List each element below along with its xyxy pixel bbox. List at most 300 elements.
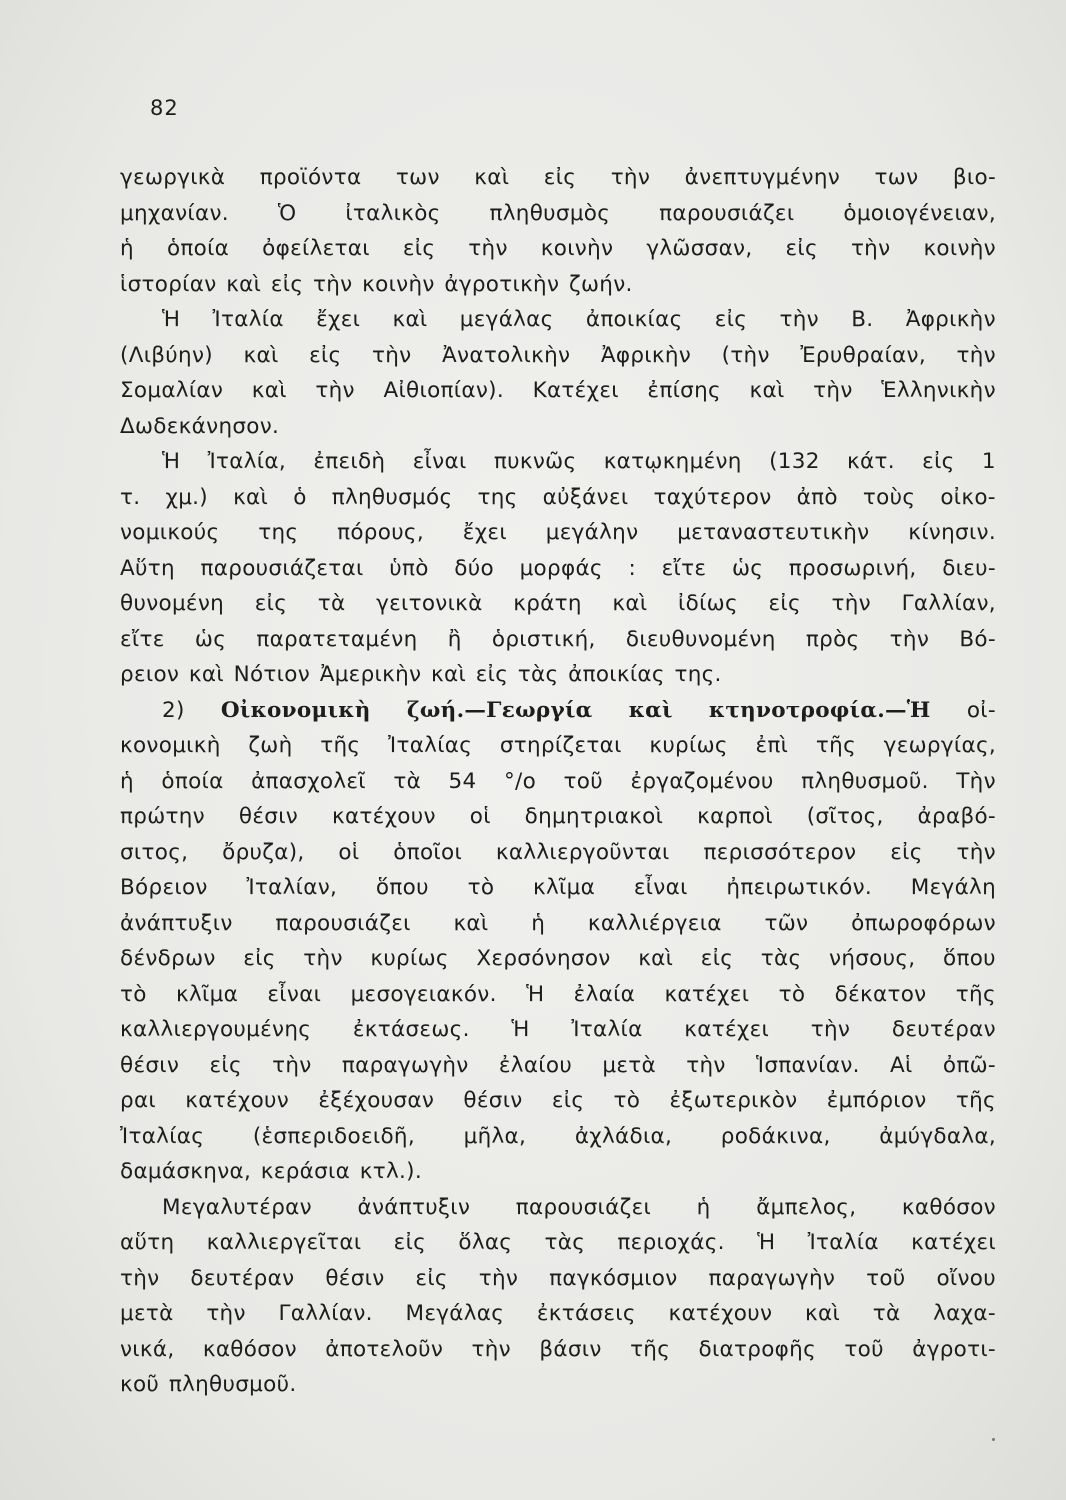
word: εἰς bbox=[543, 165, 577, 190]
word: ἔχει bbox=[316, 307, 361, 332]
text-line bbox=[120, 196, 996, 232]
word: ἐπίσης bbox=[647, 378, 721, 403]
word: κατέχουν bbox=[185, 1088, 290, 1113]
word: Βόρειον bbox=[120, 875, 208, 900]
word: τὴν bbox=[956, 839, 996, 865]
text-line bbox=[120, 338, 996, 374]
word: ἡ bbox=[120, 768, 134, 794]
word: γειτονικὰ bbox=[376, 591, 483, 616]
word: ὄρυζα), bbox=[222, 839, 305, 865]
word: δημητριακοὶ bbox=[524, 804, 664, 829]
word: Δωδεκάνησον. bbox=[120, 413, 280, 439]
word: εἰς bbox=[270, 271, 304, 297]
word: ἀγροτικὴν bbox=[444, 271, 560, 297]
word: πρώτην bbox=[120, 804, 205, 829]
word: Ἰταλίας bbox=[120, 1123, 205, 1149]
word: ἐμπόριον bbox=[826, 1088, 927, 1113]
word: νομικούς bbox=[120, 520, 220, 545]
word: λαχα- bbox=[933, 1301, 996, 1326]
word: Μεγάλη bbox=[910, 875, 996, 900]
word: ἀποικίας bbox=[585, 307, 683, 332]
word: θυνομένη bbox=[120, 591, 225, 616]
text-line bbox=[120, 1261, 996, 1297]
word: ραι bbox=[120, 1088, 156, 1113]
word: καὶ bbox=[251, 378, 287, 403]
word: ὀφείλεται bbox=[262, 236, 370, 261]
text-line bbox=[120, 657, 996, 693]
word: Ἐρυθραίαν, bbox=[800, 342, 926, 368]
word: κυρίως bbox=[370, 946, 449, 971]
body-text bbox=[120, 160, 996, 1403]
text-line bbox=[120, 728, 996, 764]
word: τὴν bbox=[303, 946, 343, 971]
word: κοινὴν bbox=[540, 236, 614, 261]
word: παρουσιάζεται bbox=[200, 555, 364, 581]
word: εἰς bbox=[393, 1230, 427, 1255]
word: ἰταλικὸς bbox=[345, 200, 441, 226]
word: καὶ bbox=[628, 697, 673, 723]
word: δέκατον bbox=[834, 981, 927, 1007]
word: τὴν bbox=[478, 1265, 519, 1291]
word: Βό- bbox=[959, 626, 996, 652]
word: Ὁ bbox=[277, 200, 297, 226]
word: Οἰκονομικὴ bbox=[220, 697, 371, 723]
word: καθόσον bbox=[901, 1194, 996, 1220]
word: μεταναστευτικὴν bbox=[677, 520, 870, 545]
word: μῆλα, bbox=[463, 1123, 527, 1149]
word: κατέχει bbox=[664, 981, 750, 1007]
word: διευ- bbox=[942, 555, 996, 581]
word: καὶ bbox=[392, 307, 428, 332]
word: Μεγαλυτέραν bbox=[162, 1194, 312, 1220]
word: ἀμύγδαλα, bbox=[879, 1123, 996, 1149]
word: κατέχουν bbox=[668, 1301, 773, 1326]
word: εἰς bbox=[209, 1052, 242, 1078]
word: ἠπειρωτικόν. bbox=[726, 875, 873, 900]
word: ἰδίως bbox=[678, 591, 738, 616]
word: (132 bbox=[769, 449, 820, 474]
word: τὴν bbox=[686, 1052, 726, 1078]
word: μεσογειακόν. bbox=[350, 981, 497, 1007]
word: εἰς bbox=[551, 1088, 585, 1113]
word: γεωργικὰ bbox=[120, 165, 226, 190]
word: τὴν bbox=[312, 271, 353, 297]
word: τὴν bbox=[850, 236, 891, 261]
word: ἐπὶ bbox=[755, 733, 789, 758]
word: τοῦ bbox=[866, 1265, 906, 1291]
word: δύο bbox=[454, 555, 494, 581]
word: πληθυσμὸς bbox=[489, 200, 611, 226]
text-line bbox=[120, 480, 996, 516]
word: ὀπῶ- bbox=[942, 1052, 996, 1078]
word: πληθυσμοῦ. bbox=[801, 768, 929, 794]
word: ἐξωτερικὸν bbox=[669, 1088, 798, 1113]
word: εἰς bbox=[700, 946, 734, 971]
word: ὅλας bbox=[458, 1230, 513, 1255]
word: τῆς bbox=[955, 981, 996, 1007]
word: δευτέραν bbox=[190, 1265, 295, 1291]
word: ὁριστική, bbox=[491, 626, 596, 652]
word: ἀραβό- bbox=[917, 804, 996, 829]
word: ρειον bbox=[120, 662, 180, 687]
word: Σομαλίαν bbox=[120, 378, 224, 403]
word: αὐξάνει bbox=[542, 484, 629, 510]
word: (Λιβύην) bbox=[120, 342, 213, 368]
word: ὅπου bbox=[943, 946, 996, 971]
text-line bbox=[120, 941, 996, 977]
word: ἐξέχουσαν bbox=[318, 1088, 435, 1113]
word: Κατέχει bbox=[532, 378, 619, 403]
word: προϊόντα bbox=[259, 165, 362, 190]
word: ζωήν. bbox=[568, 271, 633, 297]
word: εἰς bbox=[890, 839, 923, 865]
word: παρουσιάζει bbox=[515, 1194, 652, 1220]
word: ἐλαίου bbox=[498, 1052, 573, 1078]
text-line bbox=[120, 1296, 996, 1332]
word: θέσιν bbox=[325, 1265, 385, 1291]
word: τὴν bbox=[372, 342, 412, 368]
word: Αὕτη bbox=[120, 555, 175, 581]
word: τὰ bbox=[872, 1301, 901, 1326]
word: Μεγάλας bbox=[405, 1301, 505, 1326]
word: κοινὴν bbox=[362, 271, 435, 297]
word: Νότιον bbox=[233, 662, 311, 687]
word: εἰς bbox=[768, 591, 801, 616]
word: της bbox=[258, 520, 299, 545]
word: τὴν bbox=[206, 1301, 246, 1326]
word: Ἡ bbox=[526, 981, 545, 1007]
word: κλῖμα bbox=[176, 981, 239, 1007]
text-line bbox=[120, 870, 996, 906]
word: 2) bbox=[162, 697, 185, 723]
word: της bbox=[477, 484, 518, 510]
word: ὡς bbox=[731, 555, 764, 581]
word: τῆς bbox=[320, 733, 361, 758]
word: ἀγροτι- bbox=[912, 1336, 996, 1362]
word: εἴτε bbox=[120, 626, 165, 652]
word: εἴτε bbox=[661, 555, 707, 581]
word: ὑπὸ bbox=[389, 555, 429, 581]
word: ὁποία bbox=[166, 236, 230, 261]
word: καθόσον bbox=[202, 1336, 297, 1362]
word: ἐκτάσεως. bbox=[352, 1017, 470, 1042]
word: ἀνάπτυξιν bbox=[357, 1194, 471, 1220]
section-heading-line bbox=[120, 693, 996, 729]
word: ὁποία bbox=[161, 768, 224, 794]
word: ἀπασχολεῖ bbox=[251, 768, 366, 794]
word: καὶ bbox=[749, 378, 785, 403]
word: Αἰθιοπίαν). bbox=[383, 378, 504, 403]
text-line bbox=[120, 906, 996, 942]
word: καλλιεργοῦνται bbox=[495, 839, 670, 865]
word: καλλιεργεῖται bbox=[206, 1230, 362, 1255]
word: Ἡ bbox=[757, 1230, 776, 1255]
word: δευτέραν bbox=[891, 1017, 996, 1042]
word: τῶν bbox=[764, 910, 809, 936]
word: τὸ bbox=[778, 981, 806, 1007]
word: ὅπου bbox=[375, 875, 429, 900]
word: μεγάλην bbox=[545, 520, 639, 545]
text-line bbox=[120, 551, 996, 587]
word: καὶ bbox=[226, 271, 262, 297]
word: τὸ bbox=[467, 875, 495, 900]
word: (σῖτος, bbox=[806, 804, 884, 829]
word: μεγάλας bbox=[459, 307, 554, 332]
word: Γαλλίαν. bbox=[278, 1301, 373, 1326]
word: βιο- bbox=[952, 165, 996, 190]
word: τὴν bbox=[956, 342, 996, 368]
word: ὁποῖοι bbox=[393, 839, 463, 865]
word: Ἡ bbox=[511, 1017, 530, 1042]
word: (τὴν bbox=[721, 342, 770, 368]
word: τῆς bbox=[955, 1088, 996, 1113]
word: 54 bbox=[448, 768, 477, 794]
text-line bbox=[120, 835, 996, 871]
word: τὰς bbox=[760, 946, 802, 971]
word: των bbox=[874, 165, 919, 190]
word: μηχανίαν. bbox=[120, 200, 229, 226]
word: κατέχει bbox=[911, 1230, 996, 1255]
text-line bbox=[120, 1048, 996, 1084]
word: Ἡ bbox=[162, 307, 181, 332]
word: νικά, bbox=[120, 1336, 175, 1362]
word: παρουσιάζει bbox=[275, 910, 411, 936]
word: οἱ bbox=[469, 804, 491, 829]
word: μετὰ bbox=[120, 1301, 174, 1326]
word: κτηνοτροφία.—Ἡ bbox=[708, 697, 931, 723]
word: χμ.) bbox=[165, 484, 208, 510]
word: παρουσιάζει bbox=[659, 200, 795, 226]
paper-speck bbox=[992, 1438, 995, 1441]
word: ἄμπελος, bbox=[756, 1194, 857, 1220]
text-line bbox=[120, 231, 996, 267]
word: τὰ bbox=[393, 768, 422, 794]
word: Ἀφρικὴν bbox=[905, 307, 996, 332]
text-line bbox=[120, 409, 996, 445]
word: τοὺς bbox=[862, 484, 916, 510]
word: τὴν bbox=[315, 378, 355, 403]
word: οἰκο- bbox=[940, 484, 996, 510]
word: κράτη bbox=[513, 591, 582, 616]
word: Ἀμερικὴν bbox=[319, 662, 422, 687]
word: εἰς bbox=[415, 1265, 448, 1291]
text-line bbox=[120, 622, 996, 658]
word: τὰ bbox=[317, 591, 346, 616]
text-line bbox=[120, 444, 996, 480]
word: ἢ bbox=[447, 626, 462, 652]
word: ἡ bbox=[120, 236, 134, 261]
word: καὶ bbox=[431, 662, 467, 687]
word: °/ο bbox=[503, 768, 537, 794]
word: τὴν bbox=[779, 307, 819, 332]
word: σιτος, bbox=[120, 839, 189, 865]
word: εἶναι bbox=[267, 981, 322, 1007]
word: εἶναι bbox=[633, 875, 688, 900]
word: ἔχει bbox=[462, 520, 507, 545]
text-line bbox=[120, 586, 996, 622]
word: γεωργίας, bbox=[883, 733, 996, 758]
word: τοῦ bbox=[844, 1336, 884, 1362]
word: κοινὴν bbox=[923, 236, 996, 261]
word: παραγωγὴν bbox=[708, 1265, 836, 1291]
word: τῆς bbox=[630, 1336, 671, 1362]
word: Ἀνατολικὴν bbox=[442, 342, 571, 368]
text-line bbox=[120, 977, 996, 1013]
word: εἰς bbox=[714, 307, 748, 332]
word: εἰς bbox=[475, 662, 509, 687]
word: κατῳκημένη bbox=[603, 449, 742, 474]
word: τὰς bbox=[544, 1230, 586, 1255]
word: εἰς bbox=[402, 236, 436, 261]
page-number: 82 bbox=[150, 96, 179, 120]
word: Ἰταλίαν, bbox=[246, 875, 338, 900]
word: παραγωγὴν bbox=[341, 1052, 469, 1078]
word: τὴν bbox=[272, 1052, 312, 1078]
word: περισσότερον bbox=[703, 839, 857, 865]
word: θέσιν bbox=[238, 804, 299, 829]
word: Γαλλίαν, bbox=[901, 591, 996, 616]
text-line bbox=[120, 160, 996, 196]
text-line bbox=[120, 302, 996, 338]
word: τὸ bbox=[613, 1088, 641, 1113]
word: κονομικὴ bbox=[120, 733, 221, 758]
word: ἀποικίας bbox=[568, 662, 665, 687]
word: Ἑλληνικὴν bbox=[881, 378, 996, 403]
word: οἱ bbox=[338, 839, 360, 865]
word: τ. bbox=[120, 484, 141, 510]
text-line bbox=[120, 1119, 996, 1155]
word: εἰς bbox=[243, 946, 276, 971]
text-line bbox=[120, 1083, 996, 1119]
word: θέσιν bbox=[120, 1052, 180, 1078]
word: κίνησιν. bbox=[908, 520, 996, 545]
word: τὴν bbox=[831, 591, 871, 616]
word: κτλ.). bbox=[359, 1159, 422, 1184]
word: πυκνῶς bbox=[493, 449, 577, 474]
text-line bbox=[120, 1332, 996, 1368]
word: ἀπὸ bbox=[796, 484, 838, 510]
word: παγκόσμιον bbox=[549, 1265, 678, 1291]
word: μορφάς bbox=[519, 555, 603, 581]
word: τὸ bbox=[120, 981, 147, 1007]
word: Ἰταλία bbox=[571, 1017, 643, 1042]
word: ἡ bbox=[696, 1194, 711, 1220]
text-line bbox=[120, 267, 996, 303]
word: τὰς bbox=[517, 662, 559, 687]
word: τὴν bbox=[810, 1017, 851, 1042]
word: Ἀφρικὴν bbox=[600, 342, 692, 368]
word: Ἰταλίας bbox=[387, 733, 473, 758]
text-line bbox=[120, 799, 996, 835]
word: στηρίζεται bbox=[499, 733, 622, 758]
word: Ἱσπανίαν. bbox=[755, 1052, 860, 1078]
word: ὁ bbox=[293, 484, 307, 510]
word: Ἰταλία bbox=[212, 307, 284, 332]
word: τὴν bbox=[610, 165, 651, 190]
word: τὴν bbox=[813, 378, 853, 403]
word: ἐλαία bbox=[573, 981, 636, 1007]
word: καὶ bbox=[188, 662, 224, 687]
word: καὶ bbox=[638, 946, 674, 971]
word: των bbox=[395, 165, 440, 190]
word: κάτ. bbox=[847, 449, 895, 474]
word: τὴν bbox=[468, 236, 508, 261]
word: ἐργαζομένου bbox=[630, 768, 774, 794]
word: τὴν bbox=[120, 1265, 160, 1291]
word: (ἑσπεριδοειδῆ, bbox=[252, 1123, 415, 1149]
word: πληθυσμοῦ. bbox=[168, 1372, 297, 1397]
word: πληθυσμός bbox=[331, 484, 453, 510]
word: περιοχάς. bbox=[617, 1230, 725, 1255]
word: : bbox=[628, 555, 637, 581]
word: εἰς bbox=[309, 342, 342, 368]
text-line bbox=[120, 1225, 996, 1261]
word: Τὴν bbox=[956, 768, 996, 794]
word: ζωὴ bbox=[248, 733, 293, 758]
word: τῆς bbox=[815, 733, 856, 758]
word: οἰ- bbox=[966, 697, 996, 723]
word: παρατεταμένη bbox=[256, 626, 418, 652]
word: μετὰ bbox=[602, 1052, 656, 1078]
word: ἡ bbox=[531, 910, 546, 936]
word: καὶ bbox=[243, 342, 279, 368]
word: προσωρινή, bbox=[788, 555, 917, 581]
word: ἀνάπτυξιν bbox=[120, 910, 233, 936]
word: καὶ bbox=[233, 484, 269, 510]
text-line bbox=[120, 373, 996, 409]
word: γλῶσσαν, bbox=[646, 236, 753, 261]
word: καὶ bbox=[612, 591, 648, 616]
word: τὴν bbox=[471, 1336, 511, 1362]
word: διατροφῆς bbox=[698, 1336, 817, 1362]
word: ἀχλάδια, bbox=[574, 1123, 673, 1149]
word: τὴν bbox=[889, 626, 930, 652]
word: πόρους, bbox=[337, 520, 424, 545]
word: Αἱ bbox=[890, 1052, 913, 1078]
word: καὶ bbox=[805, 1301, 841, 1326]
word: ἀποτελοῦν bbox=[325, 1336, 444, 1362]
text-line bbox=[120, 1367, 996, 1403]
word: εἰς bbox=[254, 591, 288, 616]
word: Ἡ bbox=[162, 449, 181, 474]
word: ὁμοιογένειαν, bbox=[843, 200, 996, 226]
word: ζωή.—Γεωργία bbox=[406, 697, 593, 723]
word: κοῦ bbox=[120, 1372, 160, 1397]
word: διευθυνομένη bbox=[625, 626, 776, 652]
word: ὡς bbox=[194, 626, 227, 652]
word: ἀνεπτυγμένην bbox=[684, 165, 841, 190]
word: κλῖμα bbox=[533, 875, 596, 900]
word: Β. bbox=[851, 307, 874, 332]
word: νήσους, bbox=[829, 946, 916, 971]
word: ἐπειδὴ bbox=[313, 449, 386, 474]
word: κατέχουν bbox=[331, 804, 436, 829]
word: καὶ bbox=[474, 165, 510, 190]
word: ἐκτάσεις bbox=[536, 1301, 636, 1326]
word: θέσιν bbox=[463, 1088, 523, 1113]
word: αὕτη bbox=[120, 1230, 175, 1255]
word: της. bbox=[674, 662, 722, 687]
word: καὶ bbox=[453, 910, 489, 936]
word: πρὸς bbox=[805, 626, 860, 652]
word: καλλιεργουμένης bbox=[120, 1017, 312, 1042]
word: ὀπωροφόρων bbox=[851, 910, 996, 936]
word: κυρίως bbox=[649, 733, 728, 758]
word: εἰς bbox=[785, 236, 818, 261]
word: κεράσια bbox=[260, 1159, 351, 1184]
word: ἱστορίαν bbox=[120, 271, 217, 297]
word: εἶναι bbox=[412, 449, 467, 474]
